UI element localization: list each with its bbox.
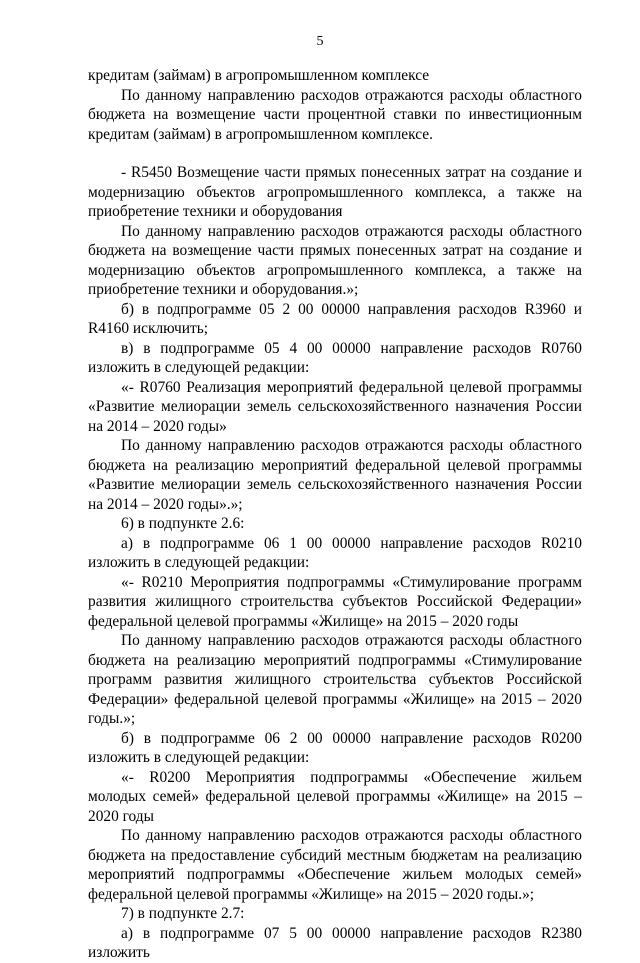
paragraph: По данному направлению расходов отражаются расходы областного бюджета на реализацию мероприятий федеральной целевой программы «Развитие мелиорации земель сельскохозяйственного назначения России на 2014 – 2020 годы».»; <box>88 437 582 513</box>
paragraph: По данному направлению расходов отражаются расходы областного бюджета на предоставление субсидий местным бюджетам на реализацию мероприятий подпрограммы «Обеспечение жильем молодых семей» федеральной целевой программы «Жилище» на 2015 – 2020 годы.»; <box>88 827 582 903</box>
paragraph: в) в подпрограмме 05 4 00 00000 направление расходов R0760 изложить в следующей редакции: <box>88 339 582 376</box>
paragraph: «- R0200 Мероприятия подпрограммы «Обеспечение жильем молодых семей» федеральной целевой программы «Жилище» на 2015 – 2020 годы <box>88 768 582 825</box>
paragraph: По данному направлению расходов отражаются расходы областного бюджета на реализацию мероприятий подпрограммы «Стимулирование программ развития жилищного строительства субъектов Российской Федерации» федеральной целевой программы «Жилище» на 2015 – 2020 годы.»; <box>88 632 582 727</box>
document-body <box>88 66 582 963</box>
paragraph: - R5450 Возмещение части прямых понесенных затрат на создание и модернизацию объектов агропромышленного комплекса, а также на приобретение техники и оборудования <box>88 164 582 220</box>
paragraph: а) в подпрограмме 07 5 00 00000 направление расходов R2380 изложить <box>88 924 582 961</box>
paragraph: «- R0760 Реализация мероприятий федеральной целевой программы «Развитие мелиорации земель сельскохозяйственного назначения России на 2014 – 2020 годы» <box>88 378 582 435</box>
paragraph: 7) в подпункте 2.7: <box>121 905 245 922</box>
paragraph: кредитам (займам) в агропромышленном комплексе <box>88 67 430 84</box>
paragraph: По данному направлению расходов отражаются расходы областного бюджета на возмещение части прямых понесенных затрат на создание и модернизацию объектов агропромышленного комплекса, а также на приобретение техники и оборудования.»; <box>88 222 582 298</box>
page-number: 5 <box>316 34 324 49</box>
paragraph: б) в подпрограмме 05 2 00 00000 направления расходов R3960 и R4160 исключить; <box>88 300 582 337</box>
paragraph: б) в подпрограмме 06 2 00 00000 направление расходов R0200 изложить в следующей редакции: <box>88 729 582 766</box>
paragraph: «- R0210 Мероприятия подпрограммы «Стимулирование программ развития жилищного строительства субъектов Российской Федерации» федеральной целевой программы «Жилище» на 2015 – 2020 годы <box>88 573 582 630</box>
paragraph: По данному направлению расходов отражаются расходы областного бюджета на возмещение части процентной ставки по инвестиционным кредитам (займам) в агропромышленном комплексе. <box>88 86 582 143</box>
paragraph: а) в подпрограмме 06 1 00 00000 направление расходов R0210 изложить в следующей редакции: <box>88 534 582 571</box>
paragraph: 6) в подпункте 2.6: <box>121 515 245 532</box>
